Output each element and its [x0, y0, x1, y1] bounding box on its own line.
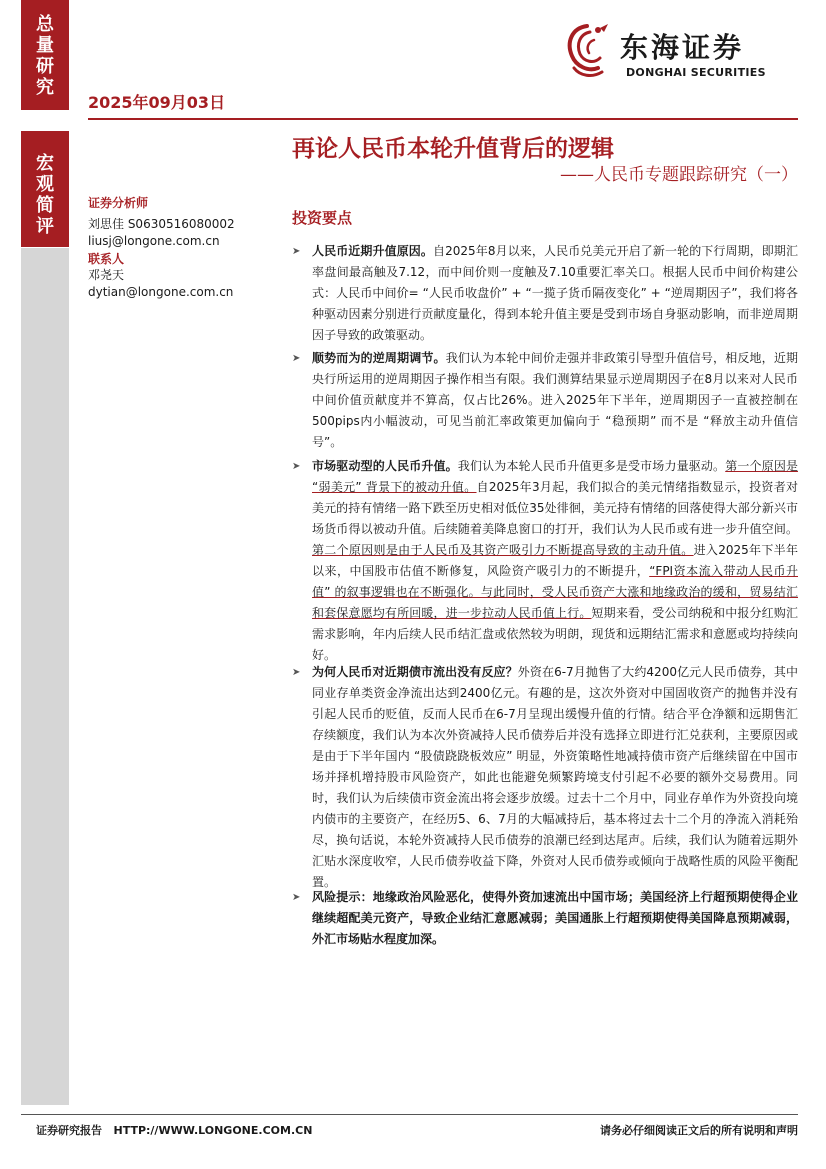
sidebar-type-char: 宏: [36, 153, 54, 174]
key-point-head: 市场驱动型的人民币升值。: [312, 459, 458, 473]
sidebar-type-char: 观: [36, 174, 54, 195]
sidebar-type-char: 评: [36, 216, 54, 237]
sidebar-type-char: 简: [36, 195, 54, 216]
sidebar-category-char: 量: [36, 35, 54, 56]
risk-warning: [292, 887, 798, 950]
analyst-name: 刘思佳 S0630516080002: [88, 217, 235, 231]
report-date: 2025年09月03日: [88, 93, 226, 112]
bullet-arrow-icon: ➤: [292, 667, 301, 678]
sidebar-type-tab: [21, 131, 69, 247]
key-point-body: 短期来看，受公司纳税和中报分红购汇需求影响，年内后续人民币结汇盘或依然较为明朗，现货和远期结汇需求和意愿或均持续向好。: [312, 606, 798, 662]
key-point-body: 自2025年3月起，我们拟合的美元情绪指数显示，投资者对美元的持有情绪一路下跌至历史相对低位35处徘徊，美元持有情绪的回落使得大部分新兴市场货币得以被动升值。后续随着美降息窗口的打开，我们认为人民币或有进一步升值空间。: [312, 480, 798, 536]
dragon-logo-icon: [560, 20, 614, 82]
analyst-label: 证券分析师: [88, 196, 149, 210]
header-divider: [88, 118, 798, 120]
footer-disclaimer: 请务必仔细阅读正文后的所有说明和声明: [600, 1124, 798, 1137]
sidebar-category-char: 总: [36, 14, 54, 35]
footer-left: 证券研究报告 HTTP://WWW.LONGONE.COM.CN: [36, 1124, 313, 1137]
risk-warning-body: 地缘政治风险恶化，使得外资加速流出中国市场；美国经济上行超预期使得企业继续超配美元资产，导致企业结汇意愿减弱；美国通胀上行超预期使得美国降息预期减弱，外汇市场贴水程度加深。: [312, 890, 798, 946]
risk-warning-head: 风险提示：: [312, 890, 373, 904]
key-point-body: 外资在6-7月抛售了大约4200亿元人民币债券，其中同业存单类资金净流出达到2400亿元。有趣的是，这次外资对中国固收资产的抛售并没有引起人民币的贬值，反而人民币在6-7月呈现出缓慢升值的行情。结合平仓净额和远期售汇存续额度，我们认为本次外资减持人民币债券后并没有选择立即进行汇兑获利，主要原因或是由于下半年国内 “股债跷跷板效应” 明显，外资策略性地减持债市资产后继续留在中国市场并择机增持股市风险资产，如此也能避免频繁跨境支付引起不必要的额外交易费用。同时，我们认为后续债市资金流出将会逐步放缓。过去十二个月中，同业存单作为外资投向境内债市的主要资产，在经历5、6、7月的大幅减持后，基本将过去十二个月的净流入消耗殆尽，换句话说，本轮外资减持人民币债券的浪潮已经到达尾声。后续，我们认为随着远期外汇贴水深度收窄，人民币债券收益下降，外资对人民币债券或倾向于战略性质的风险平衡配置。: [312, 665, 798, 889]
logo-english: DONGHAI SECURITIES: [626, 66, 766, 79]
report-subtitle: ——人民币专题跟踪研究（一）: [560, 165, 798, 185]
key-point: [292, 241, 798, 346]
sidebar-category-char: 研: [36, 56, 54, 77]
bullet-arrow-icon: ➤: [292, 461, 301, 472]
key-point-body: 自2025年8月以来，人民币兑美元开启了新一轮的下行周期，即期汇率盘间最高触及7.12，而中间价则一度触及7.10重要汇率关口。根据人民币中间价构建公式：人民币中间价= “人民币收盘价” + “一揽子货币隔夜变化” + “逆周期因子”，我们将各种驱动因素分别进行贡献度量化，得到本轮升值主要是受到市场自身驱动影响，而非逆周期因子导致的政策驱动。: [312, 244, 798, 342]
key-point-underlined: “FPI资本流入带动人民币升值” 的叙事逻辑也在不断强化。与此同时，受人民币资产大涨和地缘政治的缓和，贸易结汇和套保意愿均有所回暖，进一步拉动人民币值上行。: [312, 564, 798, 620]
key-point-head: 顺势而为的逆周期调节。: [312, 351, 446, 365]
key-point-body: 进入2025年下半年以来，中国股市估值不断修复，风险资产吸引力的不断提升，: [312, 543, 798, 578]
key-point-underlined: 第二个原因则是由于人民币及其资产吸引力不断提高导致的主动升值。: [312, 543, 694, 557]
key-point-underlined: 第一个原因是 “弱美元” 背景下的被动升值。: [312, 459, 798, 494]
bullet-arrow-icon: ➤: [292, 246, 301, 257]
analyst-email: liusj@longone.com.cn: [88, 234, 220, 248]
bullet-arrow-icon: ➤: [292, 353, 301, 364]
sidebar-grey-bar: [21, 248, 69, 1105]
key-point-body: 我们认为本轮中间价走强并非政策引导型升值信号，相反地，近期央行所运用的逆周期因子操作相当有限。我们测算结果显示逆周期因子在8月以来对人民币中间价值贡献度并不算高，仅占比26%。进入2025年下半年，逆周期因子一直被控制在500pips内小幅波动，可见当前汇率政策更加偏向于 “稳预期” 而不是 “释放主动升值信号”。: [312, 351, 798, 449]
sidebar-category-tab: [21, 0, 69, 110]
report-title: 再论人民币本轮升值背后的逻辑: [292, 136, 614, 162]
key-point-head: 人民币近期升值原因。: [312, 244, 434, 258]
sidebar-category-char: 究: [36, 77, 54, 98]
contact-email: dytian@longone.com.cn: [88, 285, 234, 299]
bullet-arrow-icon: ➤: [292, 892, 301, 903]
contact-label: 联系人: [88, 252, 125, 266]
key-point-head: 为何人民币对近期债市流出没有反应？: [312, 665, 518, 679]
key-point: [292, 662, 798, 893]
logo-chinese: 东海证券: [620, 31, 745, 64]
footer-divider: [21, 1114, 798, 1115]
key-point-body: 我们认为本轮人民币升值更多是受市场力量驱动。: [457, 459, 726, 473]
contact-name: 邓尧天: [88, 268, 125, 282]
key-point: [292, 456, 798, 666]
key-points-heading: 投资要点: [292, 209, 353, 227]
key-point: [292, 348, 798, 453]
